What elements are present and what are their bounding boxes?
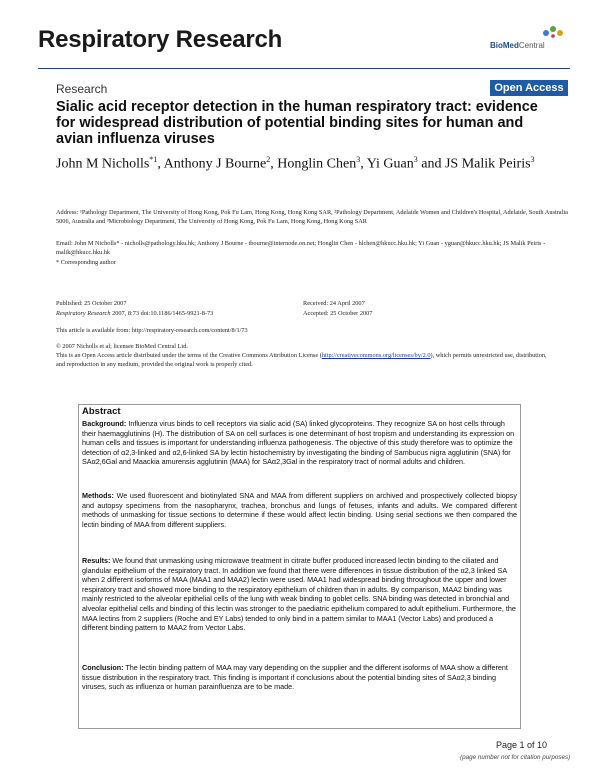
article-url[interactable]: This article is available from: http://respiratory-research.com/content/8/1/73 bbox=[56, 327, 248, 334]
results-label: Results: bbox=[82, 556, 111, 565]
conclusion-text: The lectin binding pattern of MAA may vary depending on the supplier and the different isoforms of MAA show a different tissue distribution in the respiratory tract. This finding is important if conclusions about the potential binding sites of SAα2,3 binding viruses, such as influenza or human parainfluenza are to be made. bbox=[82, 663, 508, 692]
page-number-note: (page number not for citation purposes) bbox=[460, 754, 571, 761]
corresponding-author-note: * Corresponding author bbox=[56, 259, 116, 266]
accepted-date: Accepted: 25 October 2007 bbox=[303, 310, 373, 317]
author-name: Yi Guan bbox=[366, 156, 414, 172]
publisher-name bbox=[490, 41, 545, 50]
publisher-central: Central bbox=[518, 41, 545, 50]
citation-details: 2007, 8:73 doi:10.1186/1465-9921-8-73 bbox=[110, 310, 214, 317]
methods-text: We used fluorescent and biotinylated SNA and MAA from different suppliers on archived and prospectively collected biopsy and autopsy specimens from the nasopharynx, trachea, bronchus and lungs of fetuses, infants and adults. We compared different methods of unmasking for tissue sections to determine if these would affect lectin binding. Using serial sections we then compared the lectin binding of MAA from different suppliers. bbox=[82, 491, 517, 529]
abstract-conclusion bbox=[82, 663, 517, 692]
methods-label: Methods: bbox=[82, 491, 114, 500]
author-address: Address: ¹Pathology Department, The University of Hong Kong, Pok Fu Lam, Hong Kong, Hong Kong SAR, ²Pathology Department, Adelaide Women and Children's Hospital, Adelaide, South Australia 5006, Australia and ³Microbiology Department, The University of Hong Kong, Pok Fu Lam, Hong Kong, Hong Kong SAR bbox=[56, 209, 568, 226]
citation-journal: Respiratory Research bbox=[56, 310, 111, 317]
author-name: John M Nicholls bbox=[56, 156, 150, 172]
published-date: Published: 25 October 2007 bbox=[56, 300, 127, 307]
author-list: John M Nicholls$^{*1}$, Anthony J Bourne$^2$, Honglin Chen$^3$, Yi Guan$^3$ and JS Malik Peiris$^3$ bbox=[56, 155, 535, 172]
author-affiliation: 3 bbox=[413, 155, 418, 164]
biomed-central-logo bbox=[490, 24, 570, 54]
license-text bbox=[56, 351, 556, 369]
biomed-dots-icon bbox=[542, 24, 566, 38]
license-link[interactable]: http://creativecommons.org/licenses/by/2.0 bbox=[321, 352, 431, 359]
header-rule bbox=[38, 68, 570, 69]
abstract-methods bbox=[82, 491, 517, 529]
copyright: © 2007 Nicholls et al; licensee BioMed Central Ltd. bbox=[56, 343, 188, 350]
author-name: JS Malik Peiris bbox=[444, 156, 531, 172]
abstract-background bbox=[82, 419, 517, 467]
author-affiliation: *1 bbox=[149, 155, 158, 164]
article-type: Research bbox=[56, 82, 108, 96]
conclusion-label: Conclusion: bbox=[82, 663, 124, 672]
open-access-badge: Open Access bbox=[490, 80, 568, 96]
abstract-heading: Abstract bbox=[82, 406, 121, 417]
author-name: Honglin Chen bbox=[277, 156, 357, 172]
author-name: Anthony J Bourne bbox=[163, 156, 267, 172]
license-post: ), which permits unrestricted use, distribution, and reproduction in any medium, provided the original work is properly cited. bbox=[56, 352, 547, 369]
citation bbox=[56, 309, 213, 318]
background-label: Background: bbox=[82, 419, 127, 428]
journal-title: Respiratory Research bbox=[38, 26, 283, 53]
author-affiliation: 3 bbox=[356, 155, 361, 164]
background-text: Influenza virus binds to cell receptors via sialic acid (SA) linked glycoproteins. They recognize SA on host cells through their haemagglutinins (H). The distribution of SA on cell surfaces is one determinant of host tropism and understanding its expression on human cells and tissues is important for understanding influenza pathogenesis. The objective of this study therefore was to optimize the detection of α2,3-linked and α2,6-linked SA by lectin histochemistry by investigating the binding of Sambucus nigra agglutinin (SNA) for SAα2,6Gal and Maackia amurensis agglutinin (MAA) for SAα2,3Gal in the respiratory tract of normal adults and children. bbox=[82, 419, 515, 467]
author-emails: Email: John M Nicholls* - nicholls@pathology.hku.hk; Anthony J Bourne - tbourne@internode.on.net; Honglin Chen - hlchen@hkucc.hku.hk; Yi Guan - yguan@hkucc.hku.hk; JS Malik Peiris - malik@hkucc.hku.hk bbox=[56, 240, 546, 257]
received-date: Received: 24 April 2007 bbox=[303, 300, 365, 307]
author-affiliation: 3 bbox=[530, 155, 535, 164]
abstract-results bbox=[82, 556, 517, 633]
article-title: Sialic acid receptor detection in the human respiratory tract: evidence for widespread distribution of potential binding sites for human and avian influenza viruses bbox=[56, 99, 538, 147]
publisher-bio: BioMed bbox=[490, 41, 519, 50]
license-pre: This is an Open Access article distributed under the terms of the Creative Commons Attribution License ( bbox=[56, 352, 322, 359]
results-text: We found that unmasking using microwave treatment in citrate buffer produced increased lectin binding to the ciliated and glandular epithelium of the respiratory tract. In addition we found that there were differences in tissue distribution of the α2,3 linked SA when 2 different isoforms of MAA (MAA1 and MAA2) lectin were used. MAA1 had widespread binding throughout the upper and lower respiratory tract and showed more binding to the respiratory epithelium of children than in adults. By comparison, MAA2 binding was mainly restricted to the alveolar epithelial cells of the lung with weak binding to goblet cells. SNA binding was detected in bronchial and alveolar epithelial cells and binding of this lectin was stronger to the paediatric epithelium compared to adult epithelium. Furthermore, the MAA lectins from 2 suppliers (Roche and EY Labs) tended to only bind in a pattern similar to MAA1 (Vector Labs) and produced a different binding pattern to MAA2 from Vector Labs. bbox=[82, 556, 516, 633]
author-affiliation: 2 bbox=[266, 155, 271, 164]
page-number: Page 1 of 10 bbox=[496, 740, 548, 750]
